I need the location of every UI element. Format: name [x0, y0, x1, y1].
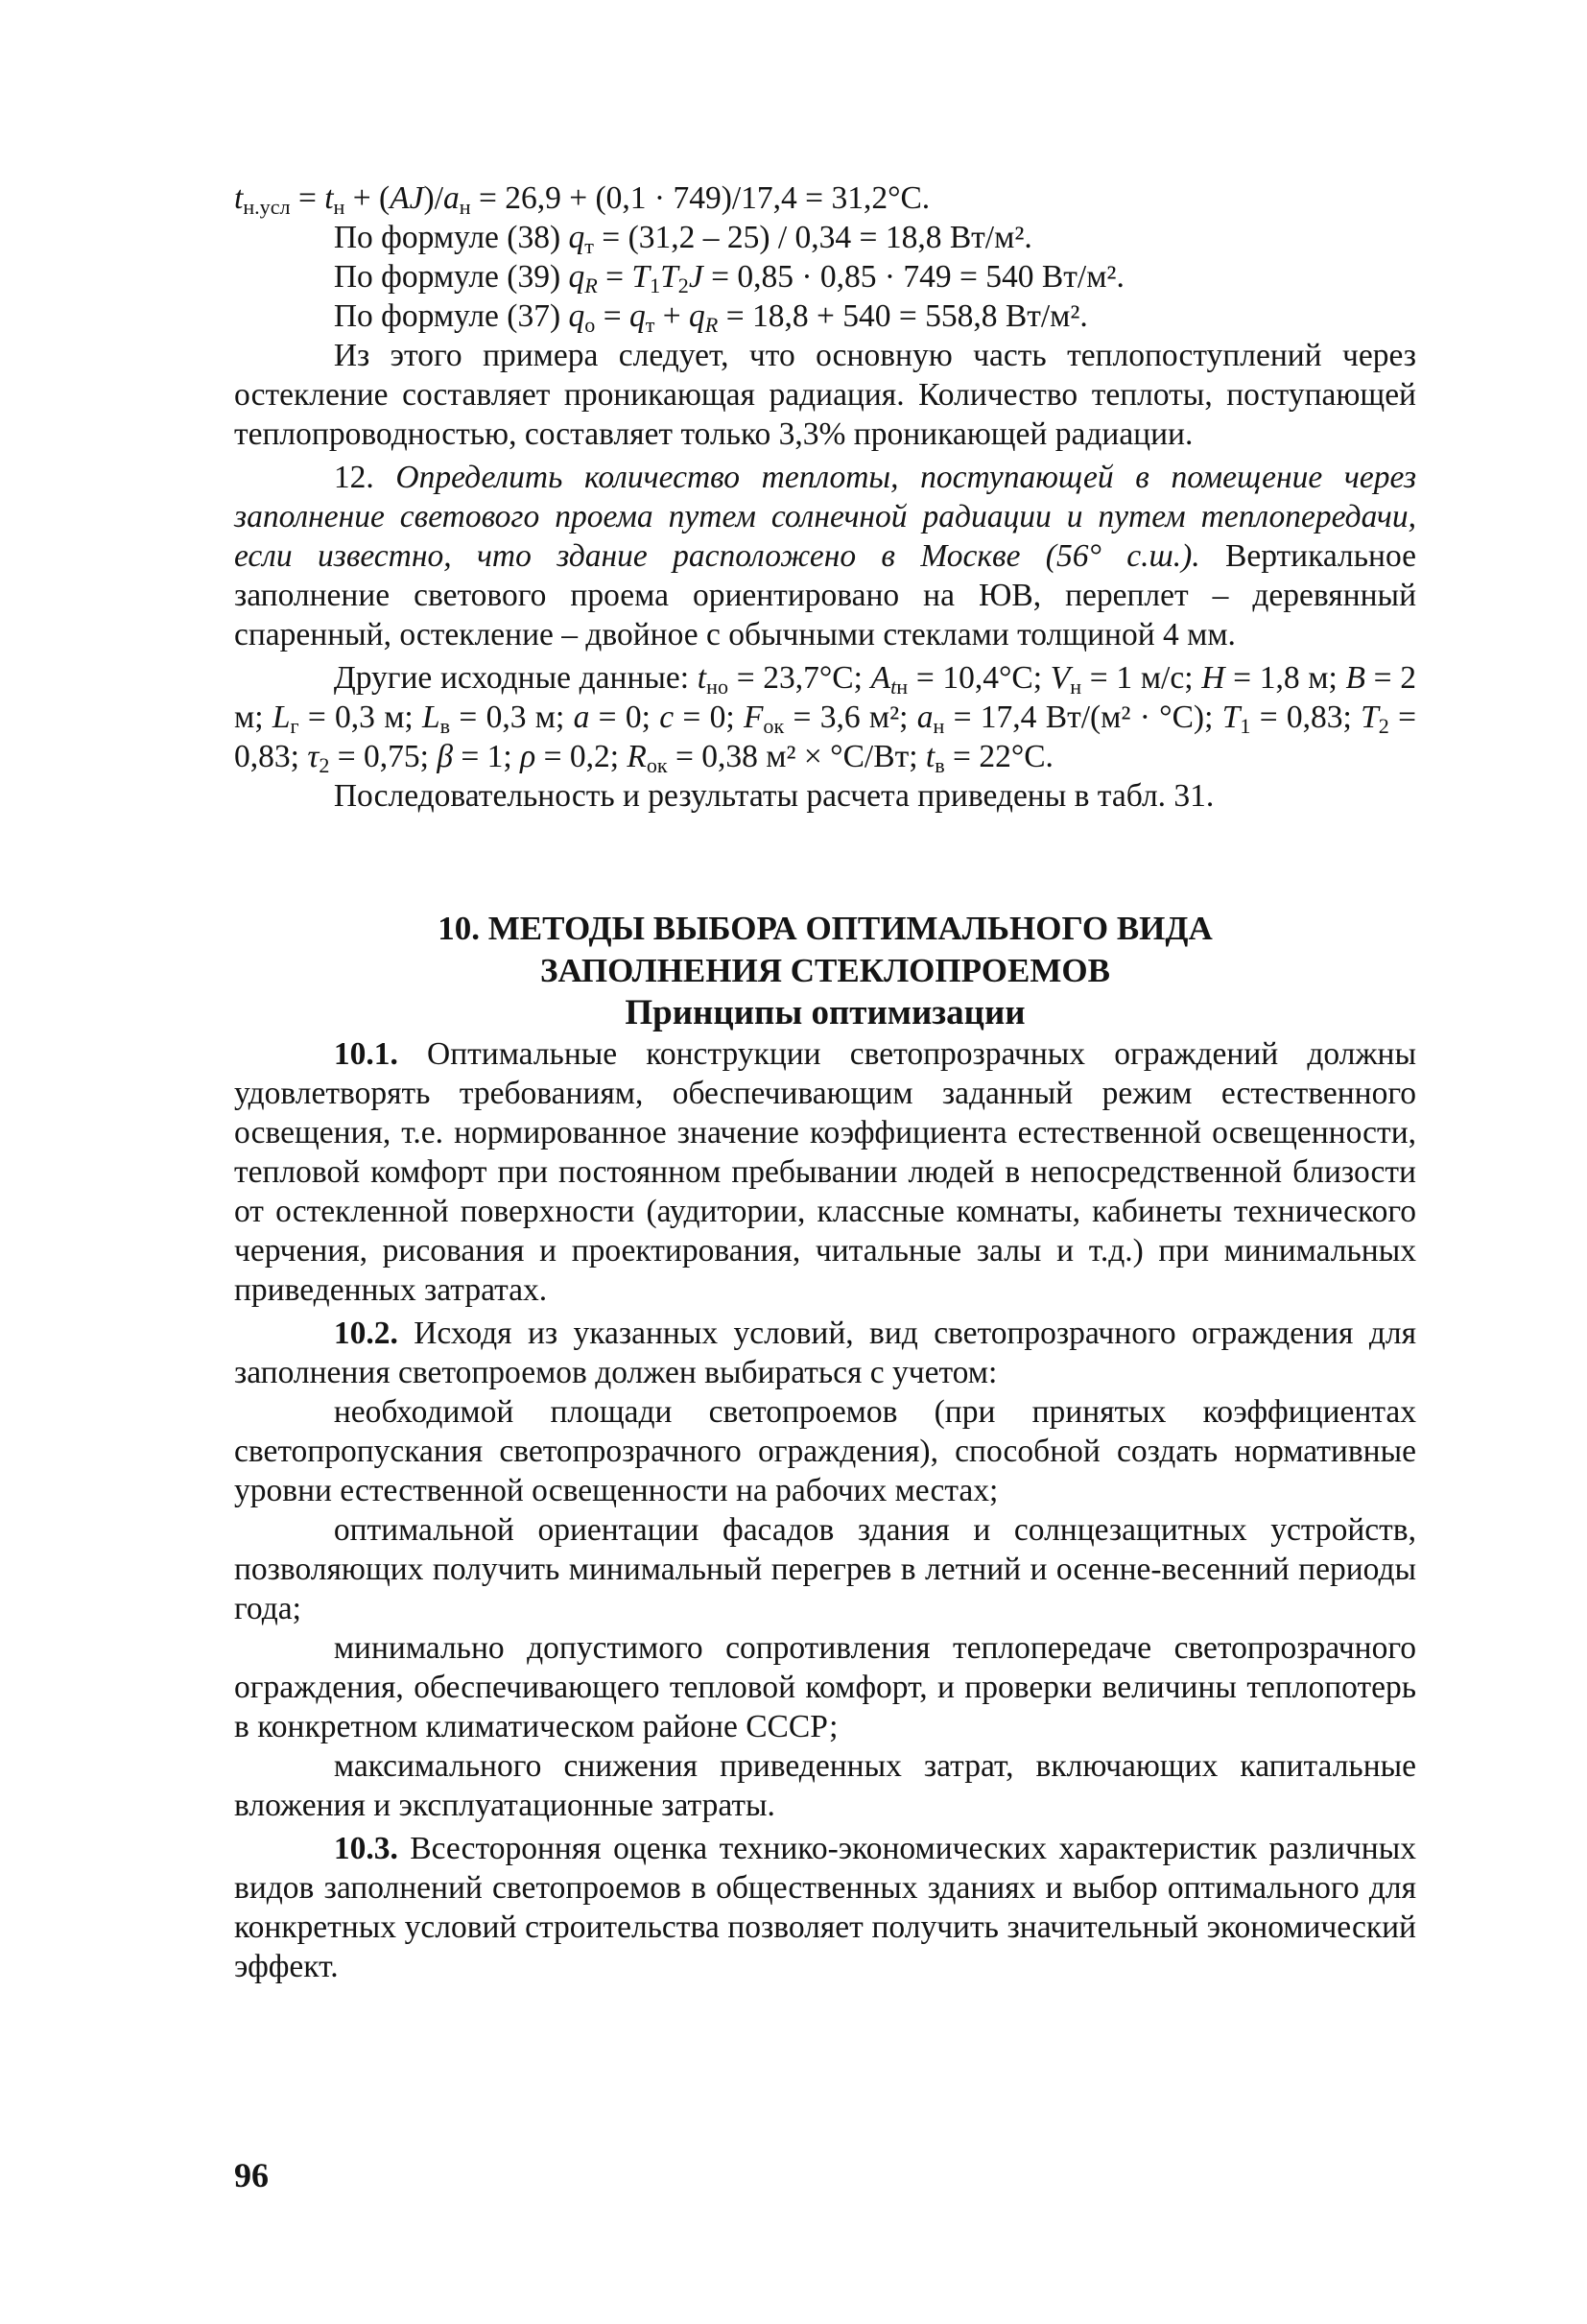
section-title-line-1: 10. МЕТОДЫ ВЫБОРА ОПТИМАЛЬНОГО ВИДА — [438, 910, 1213, 947]
formula-38: По формуле (38) $q_т = (31,2 - 25) / 0,34 = 18,8$ Вт/м². — [333, 220, 1032, 259]
page-content — [234, 178, 1416, 1986]
formula-t-n-usl: $t_{н.усл} = t_н + (АJ)/a_н = 26,9 + (0,1 \cdot 749)/17,4 = 31,2^\circ С$. — [234, 180, 931, 220]
section-subtitle: Принципы оптимизации — [625, 993, 1026, 1032]
task-12-sequence: Последовательность и результаты расчета приведены в табл. 31. — [333, 778, 1215, 814]
list-item: минимально допустимого сопротивления теплопередаче светопрозрачного ограждения, обеспечивающего тепловой комфорт, и проверки величины теплопотерь в конкретном климатическом районе СССР; — [234, 1630, 1416, 1744]
task-12: 12. Определить количество теплоты, поступающей в помещение через заполнение светового проема путем солнечной радиации и путем теплопередачи, если известно, что здание расположено в Москве (56° с.ш.). Вертикальное заполнение светового проема ориентировано на ЮВ, переплет – деревянный спаренный, остекление – двойное с обычными стеклами толщиной 4 мм. — [234, 460, 1417, 652]
formula-37: По формуле (37) $q_о = q_т + q_R = 18,8 + 540 = 558,8$ Вт/м². — [333, 298, 1088, 338]
example-conclusion: Из этого примера следует, что основную часть теплопоступлений через остекление составляет проникающая радиация. Количество теплоты, поступающей теплопроводностью, составляет только 3,3% проникающей радиации. — [234, 338, 1416, 452]
task-12-statement: Определить количество теплоты, поступающей в помещение через заполнение светового проема путем солнечной радиации и путем теплопередачи, если известно, что здание расположено в Москве (56° с.ш.). — [234, 460, 1417, 574]
list-item: оптимальной ориентации фасадов здания и солнцезащитных устройств, позволяющих получить минимальный перегрев в летний и осенне-весенний периоды года; — [234, 1512, 1416, 1626]
paragraph-10-3: 10.3. Всесторонняя оценка технико-экономических характеристик различных видов заполнений светопроемов в общественных зданиях и выбор оптимального для конкретных условий строительства позволяет получить значительный экономический эффект. — [234, 1831, 1416, 1984]
list-item: максимального снижения приведенных затрат, включающих капитальные вложения и эксплуатационные затраты. — [234, 1748, 1416, 1823]
paragraph-10-2: 10.2. Исходя из указанных условий, вид светопрозрачного ограждения для заполнения светопроемов должен выбираться с учетом: — [234, 1316, 1416, 1390]
task-12-conditions: Вертикальное заполнение светового проема ориентировано на ЮВ, переплет – деревянный спаренный, остекление – двойное с обычными стеклами толщиной 4 мм. — [234, 538, 1416, 652]
page-number: 96 — [234, 2156, 269, 2194]
paragraph-10-1: 10.1. Оптимальные конструкции светопрозрачных ограждений должны удовлетворять требованиям, обеспечивающим заданный режим естественного освещения, т.е. нормированное значение коэффициента естественной освещенности, тепловой комфорт при постоянном пребывании людей в непосредственной близости от остекленной поверхности (аудитории, классные комнаты, кабинеты технического черчения, рисования и проектирования, читальные залы и т.д.) при минимальных приведенных затратах. — [234, 1036, 1416, 1308]
task-12-input-data: Другие исходные данные: $t_{но} = 23,7^\circ С$; $A_{tн} = 10,4^\circ С$; $V_н = 1$ м/с; H = 1,8 м; B = 2 м; $L_г = 0,3$ м; $L_в = 0,3$ м; a = 0; c = 0; $F_{ок} = 3,6$ м²; $a_н = 17,4$ Вт/(м² · °С); $T_1 = 0,83$; $T_2 = 0,83$; $\tau_2 = 0,75$; β = 1; ρ = 0,2; $R_{ок} = 0,38$ м² × °С/Вт; $t_в = 22^\circ С$. — [234, 660, 1417, 778]
formula-39: По формуле (39) $q_R = T_1T_2J = 0,85 \cdot 0,85 \cdot 749 = 540$ Вт/м². — [333, 259, 1125, 298]
section-title-line-2: ЗАПОЛНЕНИЯ СТЕКЛОПРОЕМОВ — [540, 952, 1110, 989]
list-item: необходимой площади светопроемов (при принятых коэффициентах светопропускания светопрозрачного ограждения), способной создать нормативные уровни естественной освещенности на рабочих местах; — [234, 1394, 1416, 1508]
